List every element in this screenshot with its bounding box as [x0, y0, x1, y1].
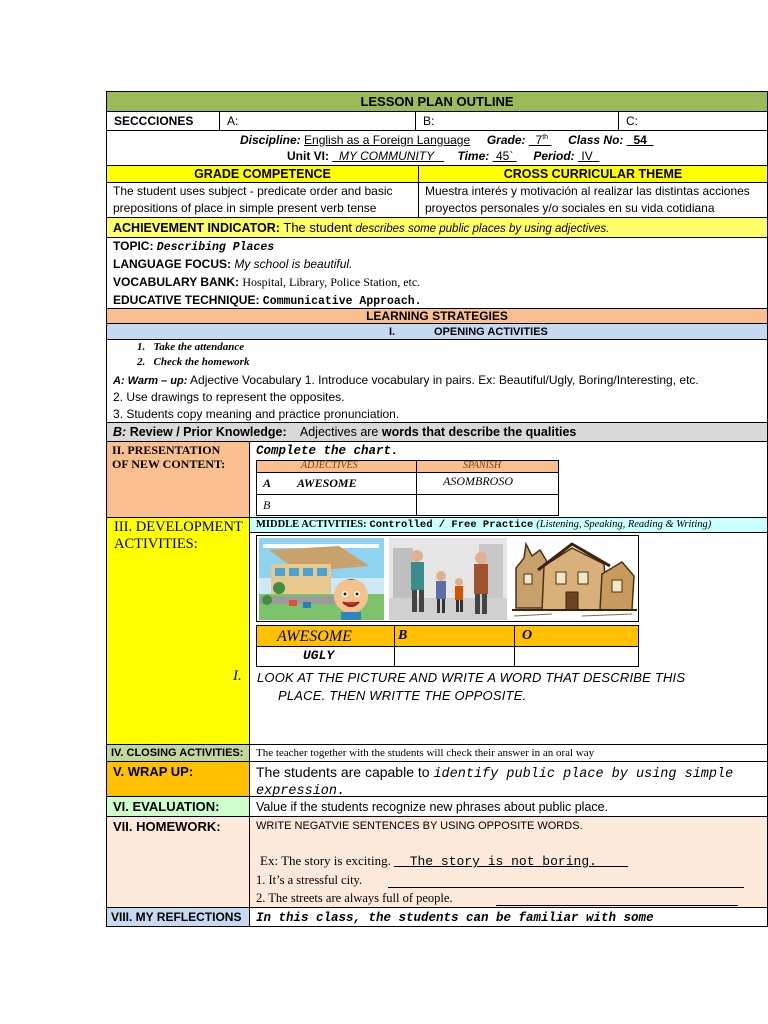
info-block [106, 130, 768, 166]
opposite-ugly: UGLY [303, 648, 335, 663]
achievement-text: describes some public places by using adjectives. [355, 223, 610, 235]
section-b-label: B: [423, 114, 435, 128]
language-focus-label: LANGUAGE FOCUS: [113, 257, 231, 271]
development-label-2: ACTIVITIES: [114, 536, 198, 552]
grade-competence-text [106, 182, 419, 218]
opening-activities-row [106, 323, 768, 340]
cross-curricular-line1: Muestra interés y motivación al realizar las distintas acciones [425, 184, 750, 198]
row2-letter: B [263, 498, 271, 512]
grade-value: 7 [535, 133, 543, 147]
word-o: O [522, 628, 533, 643]
adjectives-row-2[interactable] [256, 495, 559, 516]
time-value: 45` [495, 149, 514, 163]
vocabulary-value: Hospital, Library, Police Station, etc. [242, 275, 421, 289]
language-focus-value: My school is beautiful. [234, 257, 353, 271]
vocabulary-label: VOCABULARY BANK: [113, 275, 239, 289]
task-line-1: LOOK AT THE PICTURE AND WRITE A WORD THAT DESCRIBE THIS [257, 670, 686, 685]
homework-example-label: Ex: The story is exciting. [260, 853, 391, 868]
middle-activities-bar [250, 518, 768, 533]
presentation-instruction: Complete the chart. [256, 444, 399, 458]
achievement-lead: The student [283, 220, 353, 235]
old-house-image [512, 538, 637, 620]
period-label: Period: [533, 149, 575, 163]
section-a-cell[interactable] [219, 111, 416, 131]
presentation-label-1: II. PRESENTATION [112, 443, 221, 457]
words-row [256, 625, 639, 647]
reflections-text-cell [249, 907, 768, 927]
evaluation-label: VI. EVALUATION: [113, 799, 220, 814]
wrapup-text-3: expression. [256, 784, 346, 797]
evaluation-label-cell [106, 796, 250, 817]
presentation-label-2: OF NEW CONTENT: [112, 457, 226, 471]
wrapup-text-2: identify public place by using simple [433, 767, 734, 782]
word-b: B [398, 628, 408, 643]
row1-letter: A [263, 476, 272, 490]
presentation-content [249, 441, 768, 518]
row1-spanish: ASOMBROSO [443, 474, 513, 488]
homework-q2: 2. The streets are always full of people. [256, 891, 453, 905]
homework-example-answer: The story is not boring. [409, 854, 597, 869]
homework-q2-answer-line[interactable] [496, 905, 738, 906]
closing-label: IV. CLOSING ACTIVITIES: [111, 747, 244, 759]
opening-content [106, 339, 768, 423]
family-street-image [389, 538, 507, 620]
pictures-frame [256, 535, 639, 622]
homework-instruction: WRITE NEGATVIE SENTENCES BY USING OPPOSITE WORDS. [256, 820, 583, 832]
section-c-label: C: [626, 114, 638, 128]
opening-item-2: 2. Check the homework [137, 356, 250, 368]
homework-example [260, 853, 628, 869]
learning-strategies-row [106, 308, 768, 324]
grade-competence-header [106, 165, 419, 183]
review-text1: Adjectives are [299, 425, 379, 439]
sections-label-cell [106, 111, 220, 131]
grade-suffix: th [542, 134, 549, 141]
learning-strategies-title: LEARNING STRATEGIES [366, 309, 508, 323]
middle-activities-skills: (Listening, Speaking, Reading & Writing) [536, 519, 712, 530]
warmup-line2: 2. Use drawings to represent the opposites. [113, 390, 345, 404]
opening-num: I. [389, 326, 396, 338]
review-label: Review / Prior Knowledge: [129, 425, 287, 439]
page-title: LESSON PLAN OUTLINE [360, 94, 514, 109]
homework-q1-answer-line[interactable] [388, 887, 744, 888]
wrapup-label: V. WRAP UP: [113, 764, 194, 779]
classno-label: Class No: [568, 133, 624, 147]
reflections-label: VIII. MY REFLECTIONS [111, 910, 242, 924]
technique-value: Communicative Approach. [262, 295, 422, 308]
development-label-1: III. DEVELOPMENT [114, 519, 243, 535]
cross-curricular-title: CROSS CURRICULAR THEME [503, 167, 683, 181]
wrapup-text-1: The students are capable to [256, 764, 430, 780]
period-value: IV [581, 149, 593, 163]
time-label: Time: [457, 149, 490, 163]
homework-q1: 1. It’s a stressful city. [256, 873, 363, 887]
grade-competence-line1: The student uses subject - predicate order and basic [113, 184, 393, 198]
development-label-cell [106, 517, 250, 745]
opposites-row[interactable] [256, 646, 639, 667]
adjectives-col-header: ADJECTIVES [301, 460, 358, 471]
grade-label: Grade: [486, 133, 526, 147]
evaluation-text: Value if the students recognize new phrases about public place. [256, 800, 609, 814]
opening-item-1: 1. Take the attendance [137, 341, 245, 353]
section-c-cell[interactable] [618, 111, 768, 131]
review-text2: words that describe the qualities [381, 425, 577, 439]
topic-label: TOPIC: [113, 239, 154, 253]
presentation-label-cell [106, 441, 250, 518]
middle-activities-label: MIDDLE ACTIVITIES: [256, 519, 367, 530]
cross-curricular-line2: proyectos personales y/o sociales en su vida cotidiana [425, 201, 715, 215]
warmup-line1 [113, 373, 699, 387]
closing-text: The teacher together with the students will check their answer in an oral way [256, 747, 595, 759]
wrapup-label-cell [106, 761, 250, 797]
section-a-label: A: [227, 114, 239, 128]
unit-value: MY COMMUNITY [339, 149, 435, 163]
review-row [106, 422, 768, 442]
warmup-text: Adjective Vocabulary 1. Introduce vocabulary in pairs. Ex: Beautiful/Ugly, Boring/Interesting, etc. [190, 373, 699, 387]
word-awesome: AWESOME [277, 628, 352, 645]
reflections-label-cell [106, 907, 250, 927]
task-number: I. [233, 668, 242, 684]
opening-label: OPENING ACTIVITIES [434, 326, 548, 338]
achievement-label: ACHIEVEMENT INDICATOR: [113, 221, 280, 235]
spanish-col-header: SPANISH [463, 460, 502, 471]
middle-activities-text: Controlled / Free Practice [369, 519, 534, 531]
reflections-text: In this class, the students can be familiar with some [256, 911, 654, 925]
row1-word: AWESOME [297, 476, 357, 490]
grade-competence-line2: prepositions of place in simple present verb tense [113, 201, 377, 215]
closing-label-cell [106, 744, 250, 762]
review-letter: B: [113, 425, 127, 439]
topic-block [106, 237, 768, 309]
technique-label: EDUCATIVE TECHNIQUE: [113, 293, 260, 307]
evaluation-text-cell [249, 796, 768, 817]
adjectives-row-1 [256, 472, 559, 495]
homework-label: VII. HOMEWORK: [113, 819, 221, 834]
achievement-row [106, 217, 768, 238]
development-content [249, 517, 768, 745]
classno-value: _54_ [626, 133, 654, 147]
grade-competence-title: GRADE COMPETENCE [194, 167, 331, 181]
wrapup-text-cell [249, 761, 768, 797]
warmup-line3: 3. Students copy meaning and practice pronunciation. [113, 407, 400, 421]
discipline-value: English as a Foreign Language [304, 133, 471, 147]
school-cartoon-image [259, 538, 384, 620]
homework-text-cell [249, 816, 768, 908]
title-row [106, 91, 768, 112]
homework-label-cell [106, 816, 250, 908]
discipline-label: Discipline: [240, 133, 301, 147]
task-line-2: PLACE. THEN WRITTE THE OPPOSITE. [278, 688, 527, 703]
closing-text-cell [249, 744, 768, 762]
topic-value: Describing Places [156, 241, 275, 254]
section-b-cell[interactable] [415, 111, 619, 131]
warmup-label: A: Warm – up: [113, 375, 188, 387]
sections-label: SECCCIONES [114, 114, 194, 128]
cross-curricular-header [418, 165, 768, 183]
unit-label: Unit VI: [287, 149, 329, 163]
cross-curricular-text [418, 182, 768, 218]
